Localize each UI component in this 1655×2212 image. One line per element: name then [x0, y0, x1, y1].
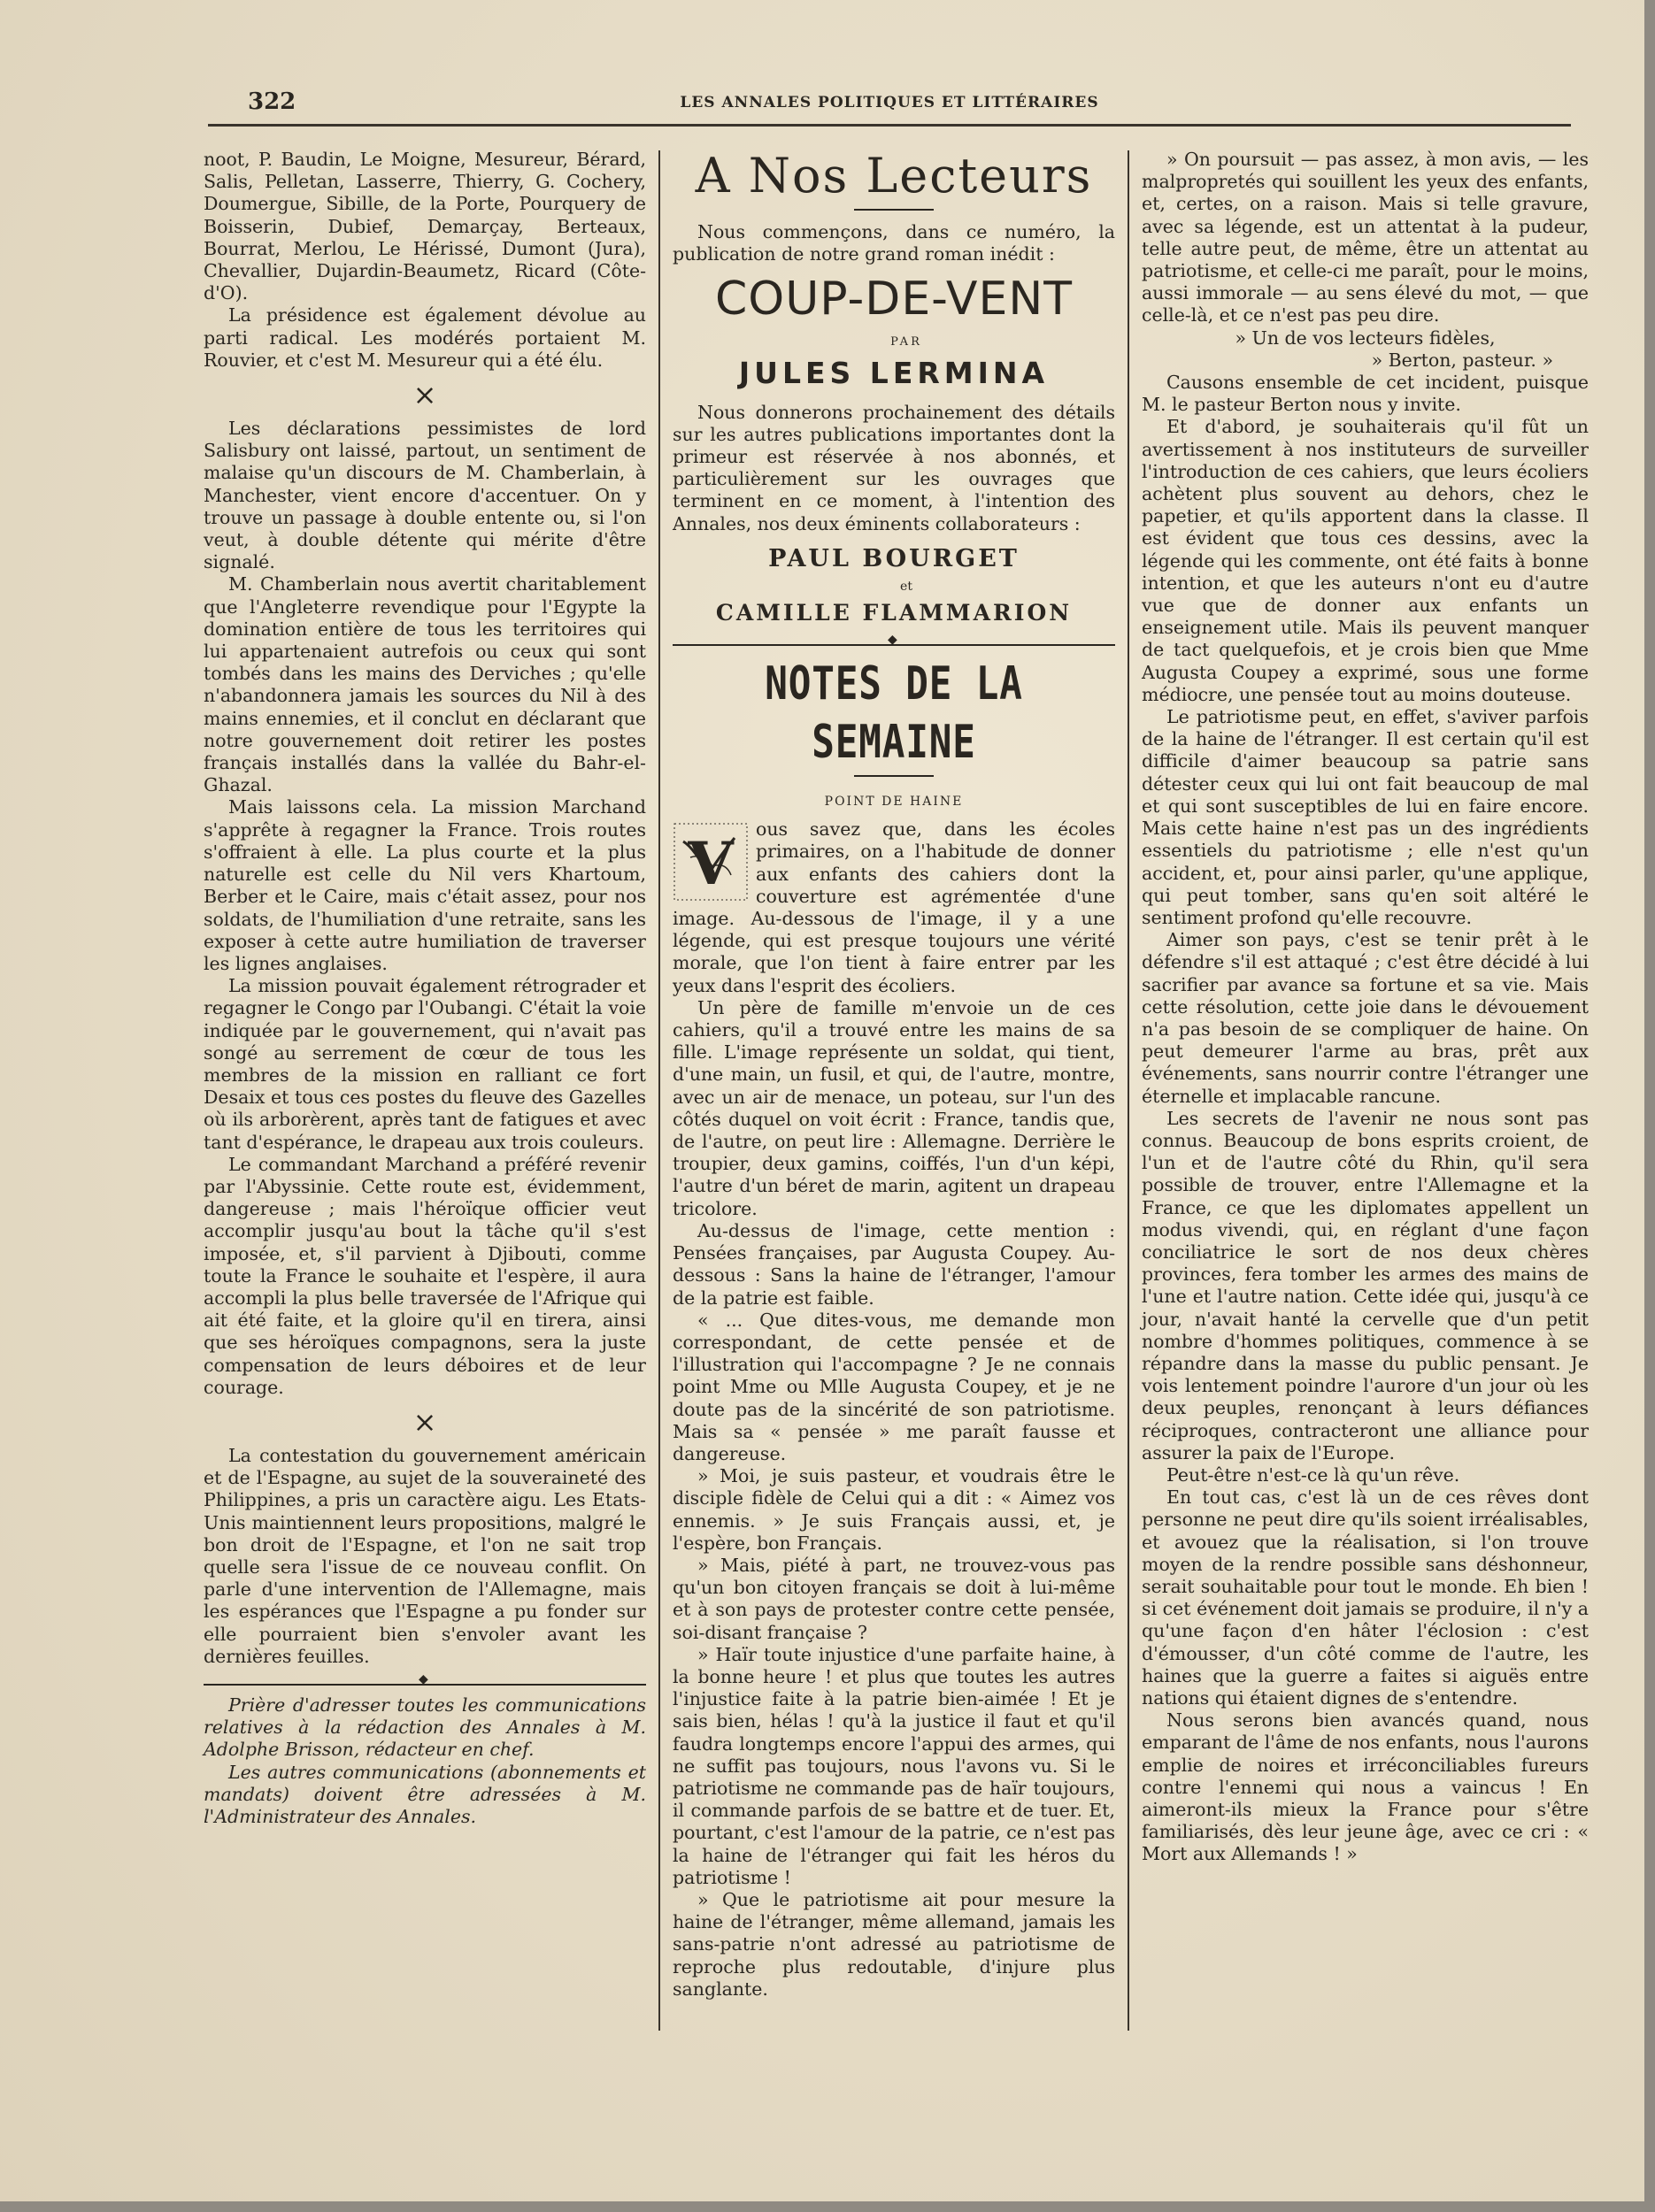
diamond-ornament: ◆ — [888, 632, 897, 647]
paragraph: « ... Que dites-vous, me demande mon correspondant, de cette pensée et de l'illustration qui l'accompagne ? Je ne connais point Mme ou Mlle Augusta Coupey, et je ne doute pas de la sincérité de son patriotisme. Mais sa « pensée » me paraît fausse et dangereuse. — [673, 1309, 1115, 1464]
paragraph: La présidence est également dévolue au parti radical. Les modérés portaient M. Rouvier, et c'est M. Mesureur qui a été élu. — [204, 304, 646, 371]
paragraph: » Mais, piété à part, ne trouvez-vous pas qu'un bon citoyen français se doit à lui-même et à son pays de protester contre cette pensée, soi-disant française ? — [673, 1554, 1115, 1643]
paragraph: Aimer son pays, c'est se tenir prêt à le défendre s'il est attaqué ; c'est être décidé à lui sacrifier par avance sa fortune et sa vie. Mais cette résolution, cette joie dans le dévouement n'a pas besoin de se compliquer de haine. On peut demeurer l'arme au bras, prêt aux événements, sans nourrir contre l'étranger une éternelle et implacable rancune. — [1142, 929, 1589, 1107]
paragraph: » On poursuit — pas assez, à mon avis, — les malpropretés qui souillent les yeux des enfants, et, certes, on a raison. Mais si telle gravure, avec sa légende, est un attentat à la pudeur, telle autre peut, de même, être un attentat au patriotisme, et celle-ci me paraît, pour le moins, aussi immorale — au sens élevé du mot, — que celle-là, et ce n'est pas peu dire. — [1142, 149, 1589, 326]
page-header — [208, 88, 1571, 127]
author-name: JULES LERMINA — [738, 355, 1050, 390]
paragraph: » Moi, je suis pasteur, et voudrais être le disciple fidèle de Celui qui a dit : « Aimez vos ennemis. » Je suis Français aussi, et, je l'espère, bon Français. — [673, 1465, 1115, 1554]
letter-signature: » Berton, pasteur. » — [1371, 349, 1553, 371]
paragraph: ous savez que, dans les écoles primaires, on a l'habitude de donner aux enfants des cahiers dont la couverture est agrémentée d'une image. Au-dessous de l'image, il y a une légende, qui est presque toujours une vérité morale, que l'on tient à faire entrer par les yeux dans l'esprit des écoliers. — [673, 818, 1115, 996]
section-title: NOTES DE LA SEMAINE — [765, 657, 1023, 770]
column-rule-left — [658, 150, 660, 2031]
collaborator-name: CAMILLE FLAMMARION — [715, 600, 1073, 626]
paragraph: Au-dessus de l'image, cette mention : Pensées françaises, par Augusta Coupey. Au-dessous : Sans la haine de l'étranger, l'amour de la patrie est faible. — [673, 1219, 1115, 1309]
article-subtitle: POINT DE HAINE — [824, 795, 964, 810]
section-separator: × — [412, 1404, 437, 1439]
conjunction: et — [900, 579, 912, 594]
paragraph: La mission pouvait également rétrograder et regagner le Congo par l'Oubangi. C'était la voie indiquée par le gouvernement, qui n'avait pas songé au serrement de cœur de tous les membres de la mission en ralliant ce fort Desaix et tous ces postes du fleuve des Gazelles où ils arborèrent, après tant de fatigues et avec tant d'espérance, le drapeau aux trois couleurs. — [204, 975, 646, 1153]
paragraph: Nous serons bien avancés quand, nous emparant de l'âme de nos enfants, nous l'aurons emplie de noires et irréconciliables fureurs contre l'ennemi qui nous a vaincus ! En aimeront-ils mieux la France pour s'être familiarisés, dès leur jeune âge, avec ce cri : « Mort aux Allemands ! » — [1142, 1709, 1589, 1865]
paragraph: Et d'abord, je souhaiterais qu'il fût un avertissement à nos instituteurs de surveiller l'introduction de ces cahiers, que leurs écoliers achètent plus souvent au dehors, chez le papetier, et qu'ils apportent dans la classe. Il est évident que tous ces dessins, avec la légende qui les commente, ont été faits à bonne intention, et que les auteurs n'ont eu d'autre vue que de donner aux enfants un enseignement utile. Mais ils peuvent manquer de tact quelquefois, et je crois bien que Mme Augusta Coupey a exprimé, sous une forme médiocre, une pensée tout au moins douteuse. — [1142, 416, 1589, 705]
paragraph: Le commandant Marchand a préféré revenir par l'Abyssinie. Cette route est, évidemment, dangereuse ; mais l'héroïque officier veut accomplir jusqu'au bout la tâche qu'il s'est imposée, et, s'il parvient à Djibouti, comme toute la France le souhaite et l'espère, il aura accompli la plus belle traversée de l'Afrique qui ait été faite, et la gloire qu'il en tirera, ainsi que ses héroïques compagnons, sera la juste compensation de leurs déboires et de leur courage. — [204, 1153, 646, 1398]
paragraph: Nous commençons, dans ce numéro, la publication de notre grand roman inédit : — [673, 221, 1115, 265]
column-1 — [204, 149, 646, 1828]
paragraph: Peut-être n'est-ce là qu'un rêve. — [1166, 1463, 1460, 1486]
short-rule — [854, 209, 934, 211]
ornamental-letter-icon — [673, 822, 749, 902]
paragraph: » Haïr toute injustice d'une parfaite haine, à la bonne heure ! et plus que toutes les autres l'injustice faite à la patrie bien-aimée ! Et je sais bien, hélas ! qu'à la justice il faut et qu'il faudra longtemps encore l'appui des armes, qui ne suffit pas toujours, nous l'avons vu. Si le patriotisme ne commande pas de haïr toujours, il commande parfois de se battre et de tuer. Et, pourtant, c'est l'amour de la patrie, ce n'est pas la haine de l'étranger qui fait les héros du patriotisme ! — [673, 1643, 1115, 1888]
paragraph: Causons ensemble de cet incident, puisque M. le pasteur Berton nous y invite. — [1142, 372, 1589, 416]
running-head: LES ANNALES POLITIQUES ET LITTÉRAIRES — [680, 94, 1099, 111]
dropcap-v — [673, 822, 749, 902]
short-rule — [854, 775, 934, 777]
paragraph: En tout cas, c'est là un de ces rêves dont personne ne peut dire qu'ils soient irréalisables, et avouez que la réalisation, si l'on trouve moyen de la rendre possible sans déshonneur, serait souhaitable pour tout le monde. Eh bien ! si cet événement doit jamais se produire, il n'y a qu'une façon d'en hâter l'éclosion : c'est d'émousser, d'un côté comme de l'autre, les haines que la guerre a faites si aiguës entre nations qui étaient dignes de s'entendre. — [1142, 1486, 1589, 1709]
novel-title: COUP-DE-VENT — [715, 273, 1073, 326]
paragraph: noot, P. Baudin, Le Moigne, Mesureur, Bérard, Salis, Pelletan, Lasserre, Thierry, G. Cochery, Doumergue, Sibille, de la Porte, Pourquery de Boisserin, Dubief, Demarçay, Berteaux, Bourrat, Merlou, Le Hérissé, Dumont (Jura), Chevallier, Dujardin-Beaumetz, Ricard (Côte-d'O). — [204, 149, 646, 304]
paragraph: Un père de famille m'envoie un de ces cahiers, qu'il a trouvé entre les mains de sa fille. L'image représente un soldat, qui tient, d'une main, un fusil, et qui, de l'autre, montre, avec un air de menace, un poteau, sur l'un des côtés duquel on voit écrit : France, tandis que, de l'autre, on peut lire : Allemagne. Derrière le troupier, deux gamins, coiffés, l'un d'un képi, l'autre d'un béret de marin, agitent un drapeau tricolore. — [673, 996, 1115, 1219]
diamond-ornament: ◆ — [419, 1671, 428, 1686]
letter-signature: » Un de vos lecteurs fidèles, — [1235, 326, 1496, 349]
paragraph: Les secrets de l'avenir ne nous sont pas connus. Beaucoup de bons esprits croient, de l'un et de l'autre côté du Rhin, qu'il sera possible de trouver, entre l'Allemagne et la France, ce que les diplomates appellent un modus vivendi, qui, en réglant d'une façon conciliatrice le sort de nos deux chères provinces, fera tomber les armes des mains de l'une et l'autre nation. Cette idée qui, jusqu'à ce jour, n'avait hanté la cervelle que d'un petit nombre d'hommes politiques, commence à se répandre dans la masse du public pensant. Je vois lentement poindre l'aurore d'un jour où les deux peuples, renonçant à leurs défiances réciproques, contracteront une alliance pour assurer la paix de l'Europe. — [1142, 1107, 1589, 1463]
announcement-title: A Nos Lecteurs — [695, 148, 1093, 204]
page-number: 322 — [248, 88, 296, 115]
paragraph: Mais laissons cela. La mission Marchand s'apprête à regagner la France. Trois routes s'offraient à elle. La plus courte et la plus naturelle est celle du Nil vers Khartoum, Berber et le Caire, mais c'était assez, pour nos soldats, de l'humiliation d'une retraite, sans les exposer à cette autre humiliation de traverser les lignes anglaises. — [204, 796, 646, 974]
paragraph: » Que le patriotisme ait pour mesure la haine de l'étranger, même allemand, jamais les sans-patrie n'ont adressé au patriotisme de reproche plus redoutable, d'injure plus sanglante. — [673, 1888, 1115, 2000]
paragraph: M. Chamberlain nous avertit charitablement que l'Angleterre revendique pour l'Egypte la domination entière de tous les territoires qui lui appartenaient autrefois ou ceux qui sont tombés dans les mains des Derviches ; qu'elle n'abandonnera jamais les sources du Nil à des mains ennemies, et il conclut en déclarant que notre gouvernement doit retirer les postes français installés dans la vallée du Bahr-el-Ghazal. — [204, 573, 646, 796]
editorial-note: Prière d'adresser toutes les communications relatives à la rédaction des Annales à M. Adolphe Brisson, rédacteur en chef. — [204, 1694, 646, 1761]
byline-par: PAR — [890, 335, 922, 349]
paragraph: Le patriotisme peut, en effet, s'aviver parfois de la haine de l'étranger. Il est certain qu'il est difficile d'aimer beaucoup sa patrie sans détester ceux qui lui ont fait beaucoup de mal et qui sont susceptibles de lui en faire encore. Mais cette haine n'est pas un des ingrédients essentiels du patriotisme ; elle n'est qu'un accident, et, pour ainsi parler, qu'une applique, qui peut tomber, sans qu'en soit altéré le sentiment profond qu'elle recouvre. — [1142, 706, 1589, 928]
diamond-rule — [673, 632, 1115, 646]
column-2 — [673, 149, 1115, 2001]
section-separator: × — [412, 378, 437, 412]
paragraph: La contestation du gouvernement américain et de l'Espagne, au sujet de la souveraineté des Philippines, a pris un caractère aigu. Les Etats-Unis maintiennent leurs propositions, malgré le bon droit de l'Espagne, et l'on ne sait trop quelle sera l'issue de ce nouveau conflit. On parle d'une intervention de l'Allemagne, mais les espérances que l'Espagne a pu fonder sur elle pourraient bien s'envoler avant les dernières feuilles. — [204, 1444, 646, 1667]
collaborator-name: PAUL BOURGET — [768, 544, 1020, 572]
column-rule-right — [1128, 150, 1129, 2031]
diamond-rule — [204, 1671, 646, 1686]
paragraph: Nous donnerons prochainement des détails sur les autres publications importantes dont la primeur est réservée à nos abonnés, et particulièrement sur les ouvrages que terminent en ce moment, à l'intention des Annales, nos deux éminents collaborateurs : — [673, 401, 1115, 534]
editorial-note: Les autres communications (abonnements et mandats) doivent être adressées à M. l'Administrateur des Annales. — [204, 1761, 646, 1828]
column-3 — [1142, 149, 1589, 1866]
paragraph: Les déclarations pessimistes de lord Salisbury ont laissé, partout, un sentiment de malaise qu'un discours de M. Chamberlain, à Manchester, vient encore d'accentuer. On y trouve un passage à double entente ou, si l'on veut, à double détente qui mérite d'être signalé. — [204, 418, 646, 573]
svg-text:V: V — [688, 829, 734, 899]
